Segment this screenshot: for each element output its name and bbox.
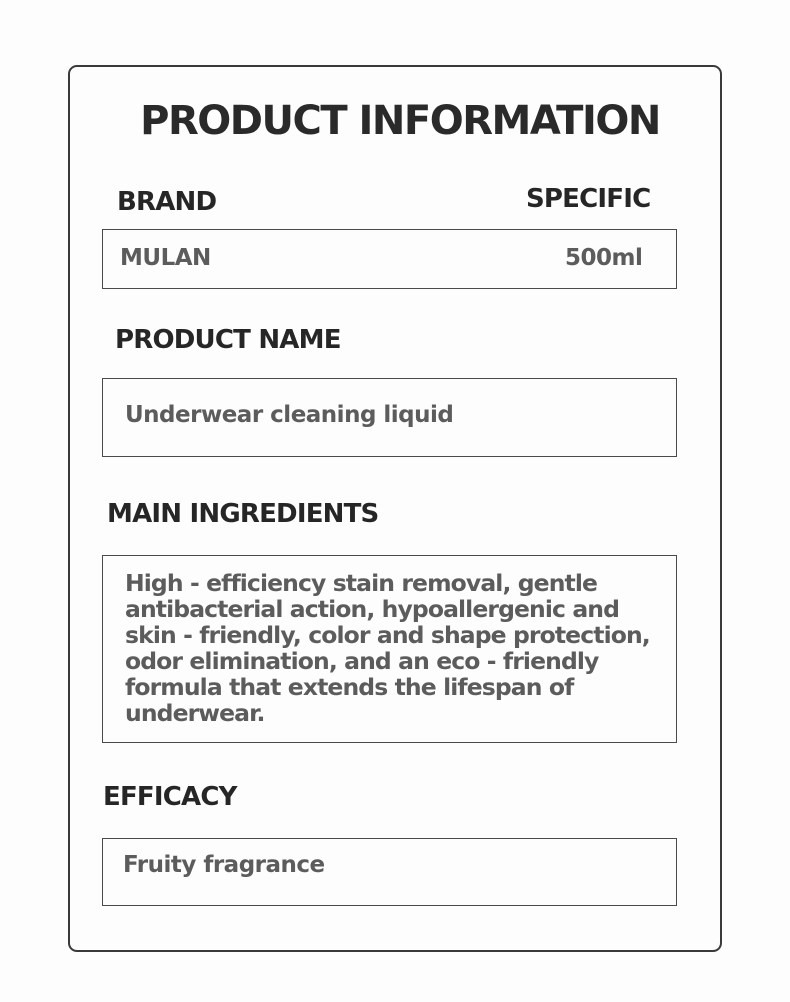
main-ingredients-label: MAIN INGREDIENTS [107,499,379,529]
ingredients-line: formula that extends the lifespan of [125,673,574,701]
brand-label: BRAND [117,187,217,217]
ingredients-line: skin - friendly, color and shape protection, [125,621,650,649]
page-title: PRODUCT INFORMATION [140,98,660,144]
product-name-value: Underwear cleaning liquid [125,402,454,428]
ingredients-line: odor elimination, and an eco - friendly [125,647,599,675]
specific-label: SPECIFIC [526,184,651,214]
ingredients-line: antibacterial action, hypoallergenic and [125,595,620,623]
main-ingredients-text [125,570,670,726]
product-name-label: PRODUCT NAME [115,325,341,355]
efficacy-label: EFFICACY [103,782,237,812]
ingredients-line: High - efficiency stain removal, gentle [125,569,598,597]
efficacy-value: Fruity fragrance [123,852,325,878]
specific-value: 500ml [565,245,643,271]
brand-value: MULAN [120,245,211,271]
ingredients-line: underwear. [125,699,265,727]
